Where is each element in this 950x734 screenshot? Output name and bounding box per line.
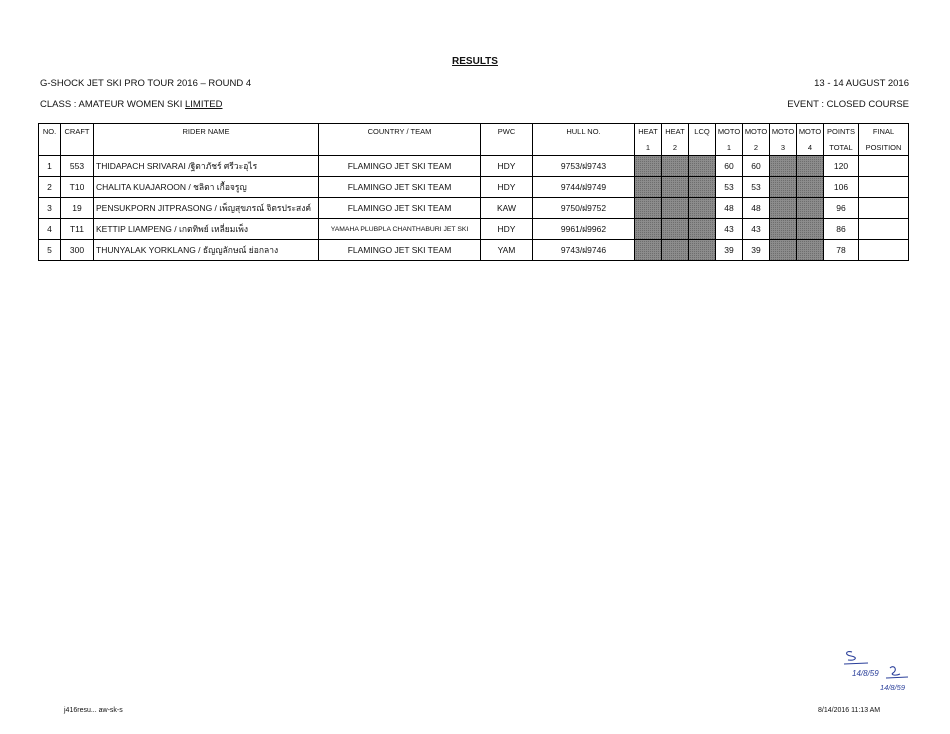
cell-points-total: 106 — [824, 177, 859, 198]
cell-heat2-shaded — [662, 219, 689, 240]
col-header: MOTO — [770, 124, 797, 140]
class-label: CLASS : AMATEUR WOMEN SKI — [40, 99, 185, 110]
cell-craft: 553 — [61, 156, 94, 177]
cell-rider: THIDAPACH SRIVARAI /ฐิตาภัชร์ ศรีวะอุไร — [94, 156, 319, 177]
col-header: HEAT — [662, 124, 689, 140]
cell-heat1-shaded — [635, 219, 662, 240]
col-header: RIDER NAME — [94, 124, 319, 140]
cell-final-position — [859, 156, 909, 177]
col-subheader: 2 — [662, 140, 689, 156]
cell-moto4-shaded — [797, 240, 824, 261]
cell-points-total: 86 — [824, 219, 859, 240]
event-dates: 13 - 14 AUGUST 2016 — [814, 78, 909, 89]
col-header: MOTO — [797, 124, 824, 140]
cell-rider: KETTIP LIAMPENG / เกตทิพย์ เหลี่ยมเพ็ง — [94, 219, 319, 240]
cell-points-total: 96 — [824, 198, 859, 219]
footer-filename: j416resu... aw-sk-s — [64, 707, 123, 714]
col-subheader: 4 — [797, 140, 824, 156]
col-header: LCQ — [689, 124, 716, 140]
cell-lcq-shaded — [689, 156, 716, 177]
cell-team: FLAMINGO JET SKI TEAM — [319, 240, 481, 261]
col-header: CRAFT — [61, 124, 94, 140]
signature-date-1: 14/8/59 — [852, 669, 879, 678]
cell-no: 4 — [39, 219, 61, 240]
cell-team: FLAMINGO JET SKI TEAM — [319, 177, 481, 198]
cell-heat2-shaded — [662, 240, 689, 261]
cell-lcq-shaded — [689, 219, 716, 240]
cell-moto3-shaded — [770, 240, 797, 261]
cell-no: 5 — [39, 240, 61, 261]
cell-moto4-shaded — [797, 156, 824, 177]
cell-team: FLAMINGO JET SKI TEAM — [319, 198, 481, 219]
cell-moto1: 39 — [716, 240, 743, 261]
cell-lcq-shaded — [689, 198, 716, 219]
cell-heat1-shaded — [635, 240, 662, 261]
table-row — [39, 240, 909, 261]
cell-heat2-shaded — [662, 198, 689, 219]
cell-moto2: 60 — [743, 156, 770, 177]
page-title: RESULTS — [452, 56, 498, 67]
footer-print-date: 8/14/2016 11:13 AM — [818, 707, 881, 714]
cell-hull: 9961/ฝ9962 — [533, 219, 635, 240]
cell-moto3-shaded — [770, 156, 797, 177]
table-row — [39, 177, 909, 198]
col-header: FINAL — [859, 124, 909, 140]
col-header: PWC — [481, 124, 533, 140]
cell-moto3-shaded — [770, 198, 797, 219]
col-subheader — [689, 140, 716, 156]
header-row-2 — [39, 140, 909, 156]
cell-hull: 9744/ฝ9749 — [533, 177, 635, 198]
cell-moto4-shaded — [797, 198, 824, 219]
header-row-1 — [39, 124, 909, 140]
cell-final-position — [859, 198, 909, 219]
cell-hull: 9750/ฝ9752 — [533, 198, 635, 219]
col-subheader — [533, 140, 635, 156]
cell-moto2: 39 — [743, 240, 770, 261]
cell-heat1-shaded — [635, 177, 662, 198]
col-subheader: POSITION — [859, 140, 909, 156]
cell-hull: 9753/ฝ9743 — [533, 156, 635, 177]
signature-mark — [838, 648, 918, 696]
cell-rider: CHALITA KUAJAROON / ชลิตา เกื้อจรูญ — [94, 177, 319, 198]
cell-final-position — [859, 219, 909, 240]
event-name: G-SHOCK JET SKI PRO TOUR 2016 – ROUND 4 — [40, 78, 252, 89]
cell-pwc: HDY — [481, 219, 533, 240]
cell-rider: PENSUKPORN JITPRASONG / เพ็ญสุขภรณ์ จิตรประสงค์ — [94, 198, 319, 219]
col-subheader: TOTAL — [824, 140, 859, 156]
cell-moto1: 48 — [716, 198, 743, 219]
cell-craft: T11 — [61, 219, 94, 240]
col-header: MOTO — [716, 124, 743, 140]
col-header: NO. — [39, 124, 61, 140]
event-type: EVENT : CLOSED COURSE — [787, 99, 909, 110]
col-subheader — [39, 140, 61, 156]
col-subheader — [319, 140, 481, 156]
cell-heat2-shaded — [662, 177, 689, 198]
table-row — [39, 156, 909, 177]
col-subheader — [481, 140, 533, 156]
cell-moto1: 60 — [716, 156, 743, 177]
cell-rider: THUNYALAK YORKLANG / ธัญญลักษณ์ ย่อกลาง — [94, 240, 319, 261]
cell-lcq-shaded — [689, 240, 716, 261]
cell-moto1: 53 — [716, 177, 743, 198]
cell-moto3-shaded — [770, 219, 797, 240]
cell-final-position — [859, 177, 909, 198]
table-row — [39, 198, 909, 219]
class-line — [40, 99, 222, 110]
cell-points-total: 78 — [824, 240, 859, 261]
cell-moto2: 43 — [743, 219, 770, 240]
cell-no: 3 — [39, 198, 61, 219]
cell-no: 2 — [39, 177, 61, 198]
col-subheader: 3 — [770, 140, 797, 156]
cell-no: 1 — [39, 156, 61, 177]
cell-lcq-shaded — [689, 177, 716, 198]
signature-date-2: 14/8/59 — [880, 683, 906, 692]
cell-moto2: 48 — [743, 198, 770, 219]
col-header: COUNTRY / TEAM — [319, 124, 481, 140]
col-subheader: 1 — [635, 140, 662, 156]
cell-pwc: YAM — [481, 240, 533, 261]
cell-moto1: 43 — [716, 219, 743, 240]
col-subheader — [61, 140, 94, 156]
cell-final-position — [859, 240, 909, 261]
cell-pwc: HDY — [481, 177, 533, 198]
cell-craft: 19 — [61, 198, 94, 219]
cell-moto4-shaded — [797, 219, 824, 240]
col-header: HEAT — [635, 124, 662, 140]
cell-pwc: KAW — [481, 198, 533, 219]
cell-pwc: HDY — [481, 156, 533, 177]
cell-moto2: 53 — [743, 177, 770, 198]
cell-craft: T10 — [61, 177, 94, 198]
col-subheader — [94, 140, 319, 156]
col-header: POINTS — [824, 124, 859, 140]
table-row — [39, 219, 909, 240]
cell-points-total: 120 — [824, 156, 859, 177]
cell-heat2-shaded — [662, 156, 689, 177]
col-subheader: 2 — [743, 140, 770, 156]
cell-heat1-shaded — [635, 156, 662, 177]
cell-moto4-shaded — [797, 177, 824, 198]
col-header: MOTO — [743, 124, 770, 140]
col-header: HULL NO. — [533, 124, 635, 140]
cell-heat1-shaded — [635, 198, 662, 219]
cell-team: FLAMINGO JET SKI TEAM — [319, 156, 481, 177]
cell-hull: 9743/ฝ9746 — [533, 240, 635, 261]
cell-team: YAMAHA PLUBPLA CHANTHABURI JET SKI — [319, 219, 481, 240]
class-emphasis: LIMITED — [185, 99, 223, 110]
cell-moto3-shaded — [770, 177, 797, 198]
col-subheader: 1 — [716, 140, 743, 156]
results-table — [38, 123, 909, 261]
cell-craft: 300 — [61, 240, 94, 261]
